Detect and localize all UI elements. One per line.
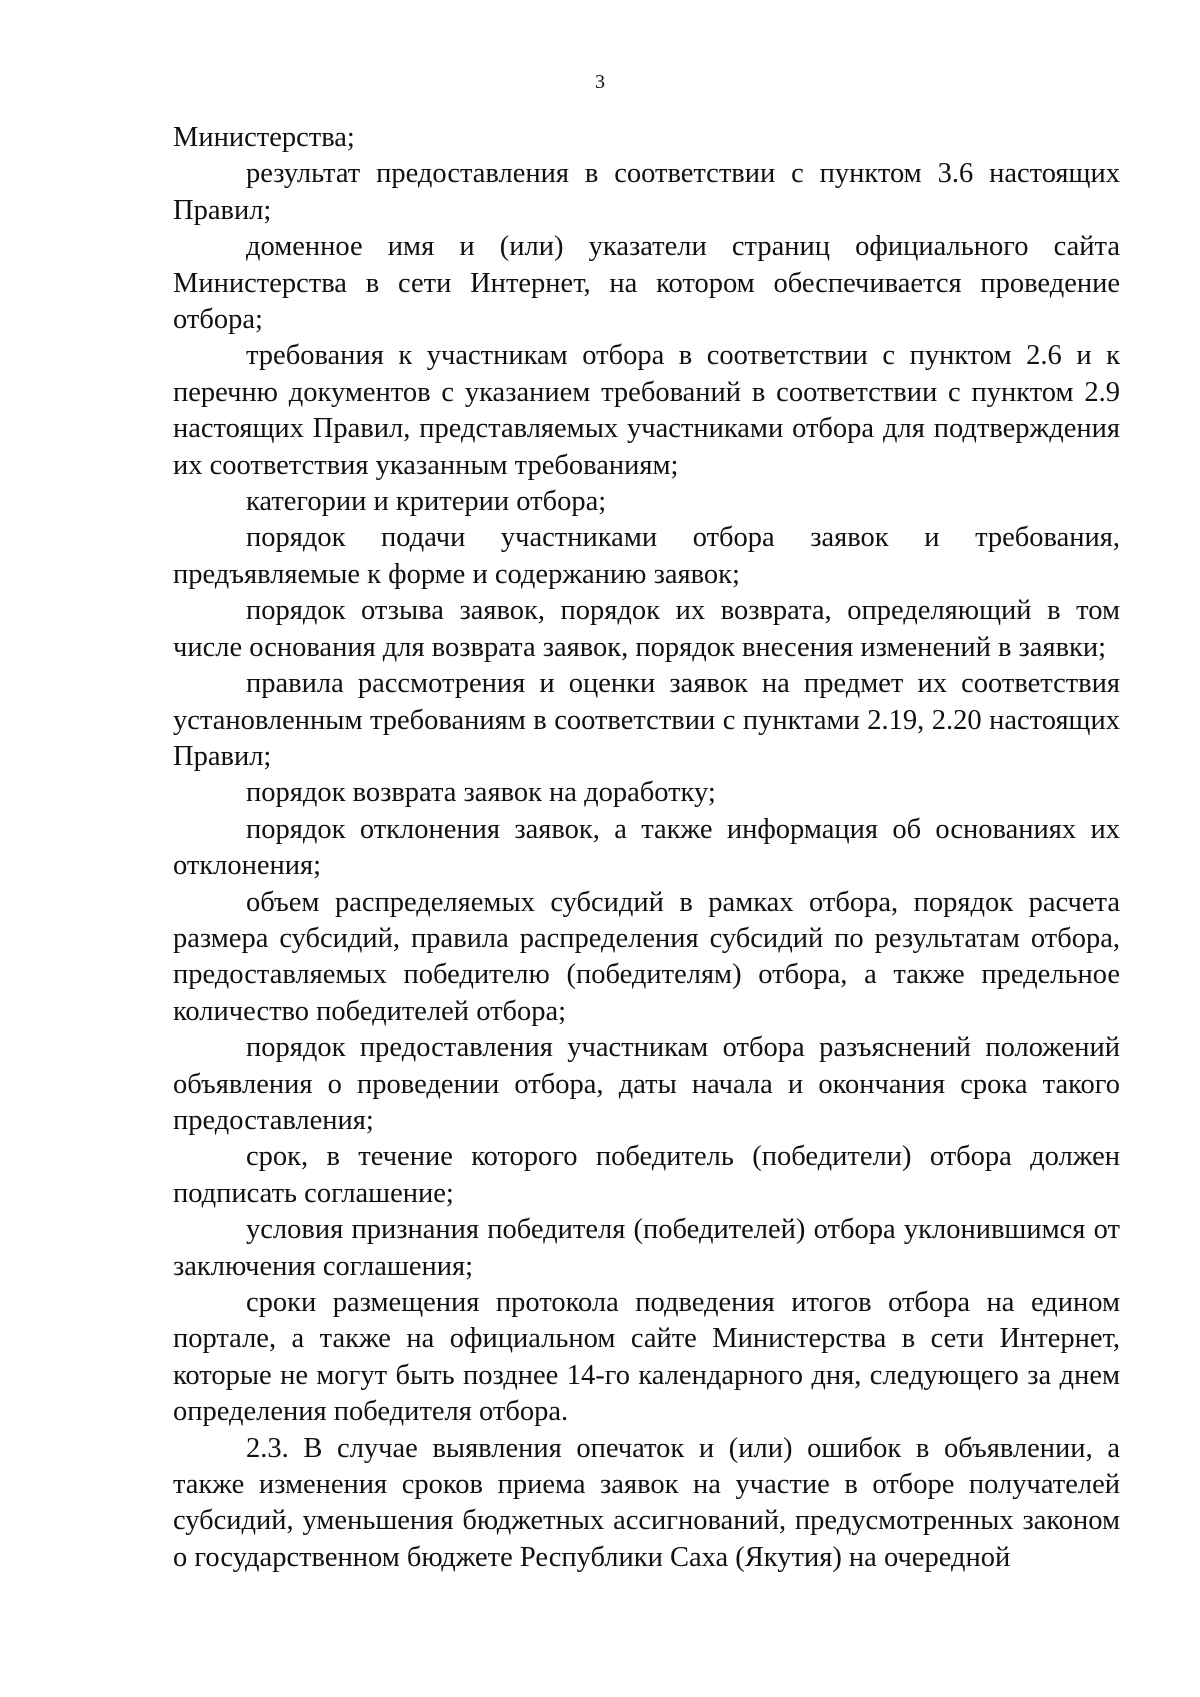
list-item-return-for-revision: порядок возврата заявок на доработку; <box>246 777 716 809</box>
paragraph-continuation: Министерства; <box>173 122 355 153</box>
list-item-evasion-conditions: условия признания победителя (победителей) отбора уклонившимся от заключения соглашения; <box>173 1214 1120 1282</box>
list-item-domain-name: доменное имя и (или) указатели страниц официального сайта Министерства в сети Интернет, на котором обеспечивается проведение отбора; <box>173 231 1120 336</box>
list-item-categories-criteria: категории и критерии отбора; <box>246 486 607 518</box>
page-number: 3 <box>595 71 605 93</box>
list-item-subsidy-volume: объем распределяемых субсидий в рамках отбора, порядок расчета размера субсидий, правила распределения субсидий по результатам отбора, предоставляемых победителю (победителям) отбора, а также предельное количество победителей отбора; <box>173 886 1120 1027</box>
list-item-clarifications: порядок предоставления участникам отбора разъяснений положений объявления о проведении отбора, даты начала и окончания срока такого предоставления; <box>173 1032 1120 1136</box>
list-item-withdrawal-procedure: порядок отзыва заявок, порядок их возврата, определяющий в том числе основания для возврата заявок, порядок внесения изменений в заявки; <box>173 595 1120 663</box>
list-item-review-rules: правила рассмотрения и оценки заявок на предмет их соответствия установленным требованиям в соответствии с пунктами 2.19, 2.20 настоящих Правил; <box>173 668 1120 772</box>
document-body <box>173 120 1120 1576</box>
list-item-submission-procedure: порядок подачи участниками отбора заявок и требования, предъявляемые к форме и содержанию заявок; <box>173 522 1120 590</box>
list-item-protocol-publication: сроки размещения протокола подведения итогов отбора на едином портале, а также на официальном сайте Министерства в сети Интернет, которые не могут быть позднее 14-го календарного дня, следующего за днем определения победителя отбора. <box>173 1287 1120 1428</box>
list-item-participant-requirements: требования к участникам отбора в соответствии с пунктом 2.6 и к перечню документов с указанием требований в соответствии с пунктом 2.9 настоящих Правил, представляемых участниками отбора для подтверждения их соответствия указанным требованиям; <box>173 340 1120 481</box>
list-item-rejection-procedure: порядок отклонения заявок, а также информация об основаниях их отклонения; <box>173 813 1120 882</box>
list-item-result: результат предоставления в соответствии с пунктом 3.6 настоящих Правил; <box>173 158 1120 226</box>
section-2-3: 2.3. В случае выявления опечаток и (или) ошибок в объявлении, а также изменения сроков приема заявок на участие в отборе получателей субсидий, уменьшения бюджетных ассигнований, предусмотренных законом о государственном бюджете Республики Саха (Якутия) на очередной <box>173 1432 1120 1573</box>
list-item-agreement-deadline: срок, в течение которого победитель (победители) отбора должен подписать соглашение; <box>173 1141 1120 1209</box>
